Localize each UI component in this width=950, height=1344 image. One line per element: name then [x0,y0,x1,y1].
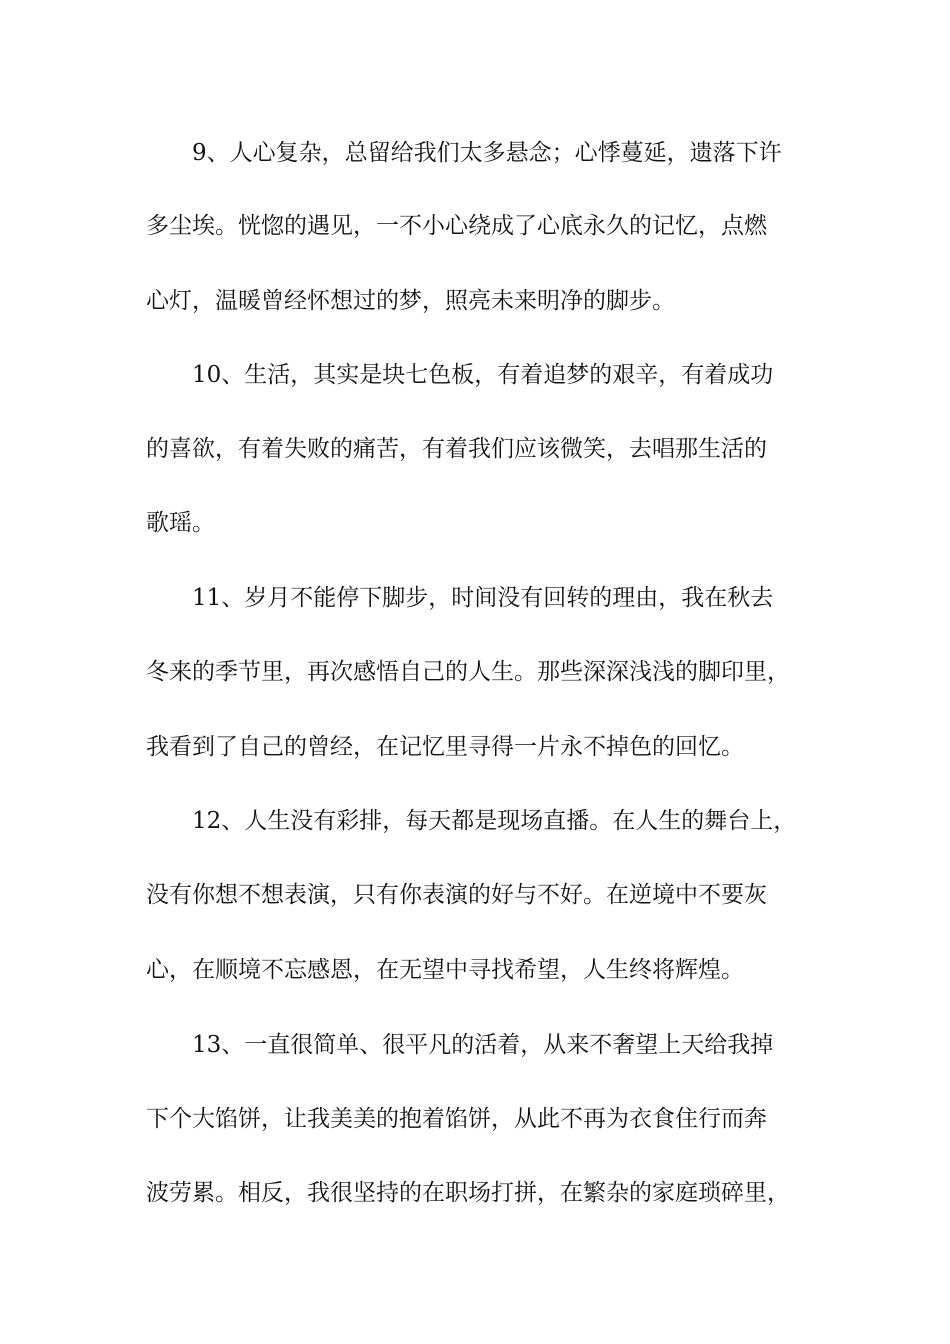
paragraph-9-line-3: 心灯，温暖曾经怀想过的梦，照亮未来明净的脚步。 [146,288,675,314]
paragraph-11-line-2: 冬来的季节里，再次感悟自己的人生。那些深深浅浅的脚印里， [146,659,790,685]
paragraph-10-line-3: 歌瑶。 [146,510,215,536]
paragraph-9-line-1: 9、人心复杂，总留给我们太多悬念；心悸蔓延，遗落下许 [192,140,782,166]
paragraph-10-line-2: 的喜欲，有着失败的痛苦，有着我们应该微笑，去唱那生活的 [146,436,767,462]
paragraph-12-line-3: 心，在顺境不忘感恩，在无望中寻找希望，人生终将辉煌。 [146,957,744,983]
paragraph-11-line-1: 11、岁月不能停下脚步，时间没有回转的理由，我在秋去 [192,585,774,611]
paragraph-12-line-2: 没有你想不想表演，只有你表演的好与不好。在逆境中不要灰 [146,882,767,908]
paragraph-9-line-2: 多尘埃。恍惚的遇见，一不小心绕成了心底永久的记忆，点燃 [146,213,767,239]
paragraph-13-line-3: 波劳累。相反，我很坚持的在职场打拼，在繁杂的家庭琐碎里， [146,1180,790,1206]
paragraph-13-line-2: 下个大馅饼，让我美美的抱着馅饼，从此不再为衣食住行而奔 [146,1106,767,1132]
paragraph-13-line-1: 13、一直很简单、很平凡的活着，从来不奢望上天给我掉 [192,1032,774,1058]
paragraph-12-line-1: 12、人生没有彩排，每天都是现场直播。在人生的舞台上， [192,808,797,834]
paragraph-11-line-3: 我看到了自己的曾经，在记忆里寻得一片永不掉色的回忆。 [146,734,744,760]
paragraph-10-line-1: 10、生活，其实是块七色板，有着追梦的艰辛，有着成功 [192,362,774,388]
